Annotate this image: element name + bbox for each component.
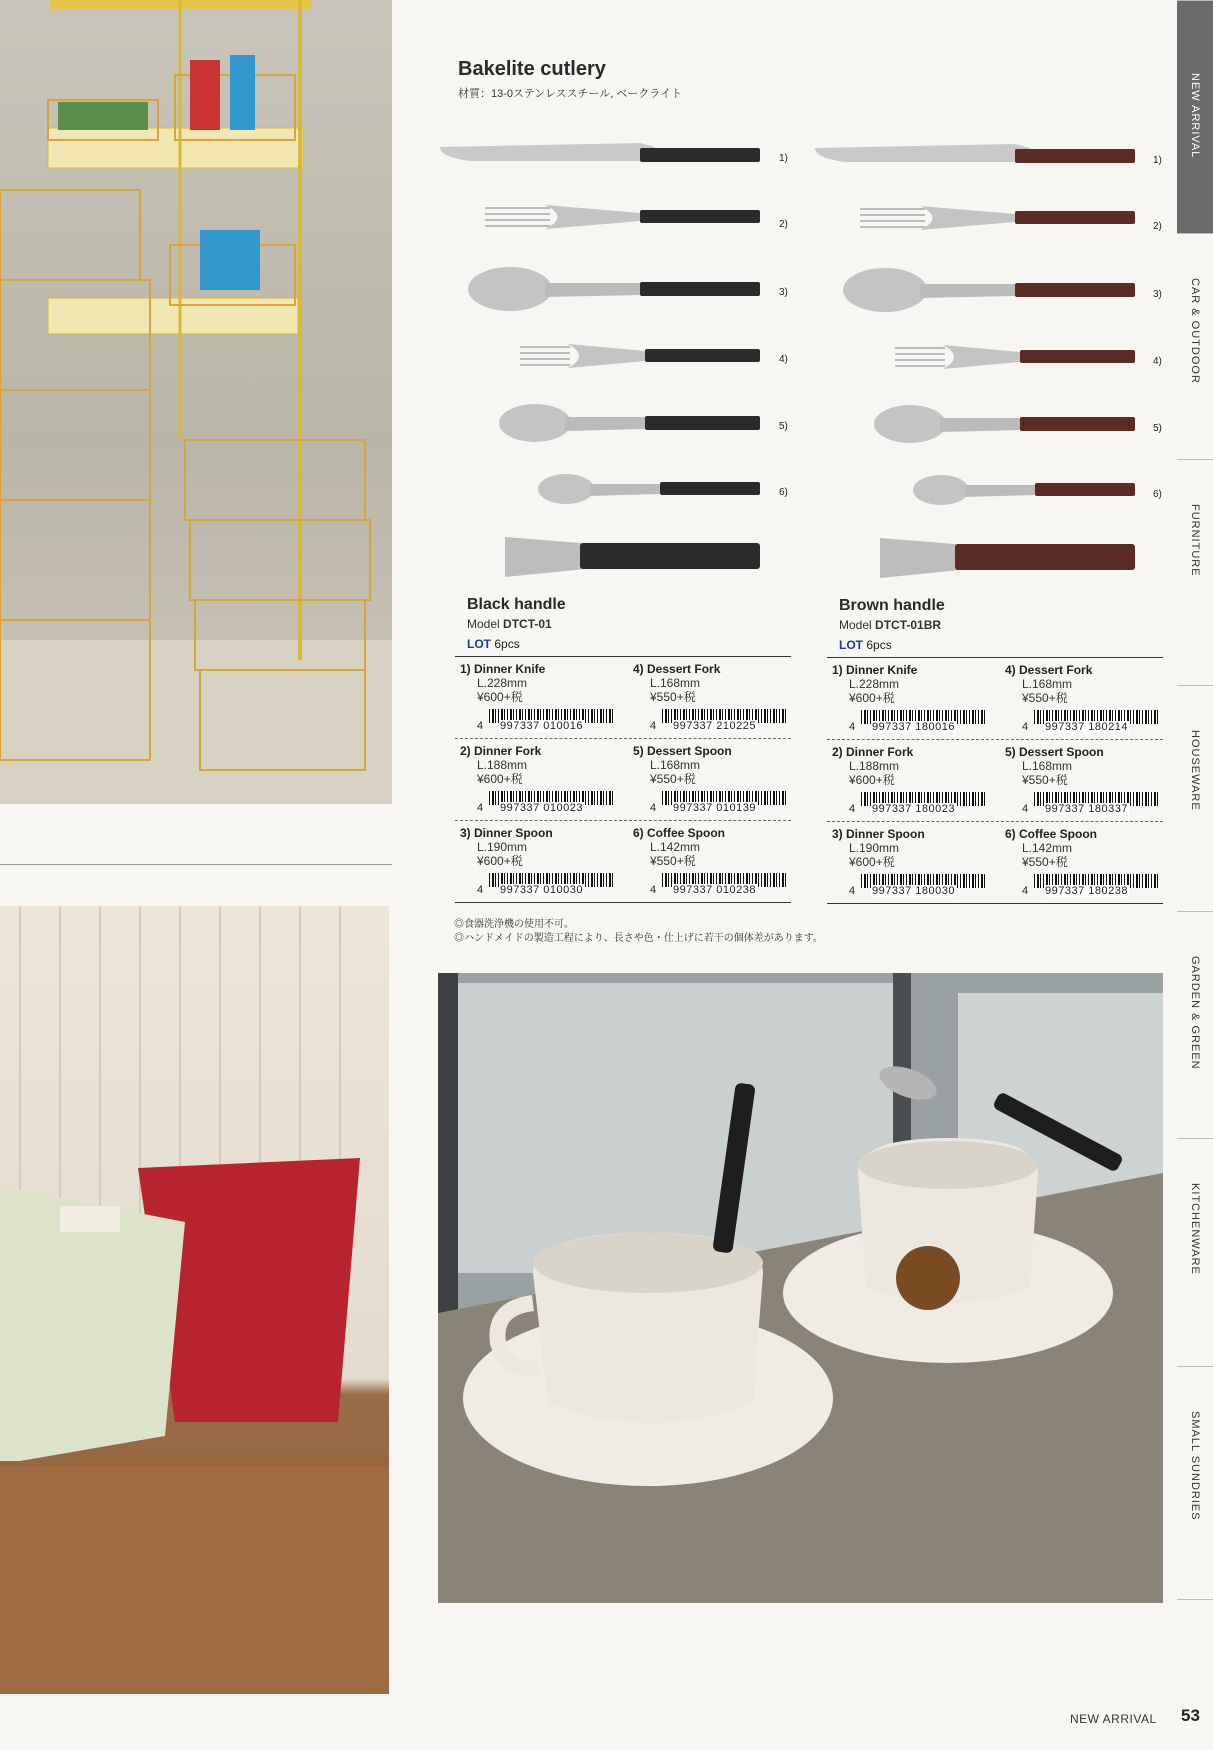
- cutlery-number: 6): [1153, 489, 1162, 500]
- tab-label: HOUSEWARE: [1189, 730, 1201, 811]
- tab-furniture[interactable]: [1177, 459, 1213, 686]
- cutlery-number: 2): [1153, 221, 1162, 232]
- note-line: ◎ハンドメイドの製造工程により、長さや色・仕上げに若干の個体差があります。: [454, 933, 823, 944]
- baskets-illustration: [0, 0, 392, 804]
- product-item: 4) Dessert Fork L.168mm ¥550+税: [633, 662, 721, 704]
- product-item: 2) Dinner Fork L.188mm ¥600+税: [460, 744, 542, 786]
- tab-houseware[interactable]: [1177, 685, 1213, 912]
- tab-label: CAR & OUTDOOR: [1189, 278, 1201, 384]
- table-rule: [455, 902, 791, 903]
- tab-label: FURNITURE: [1189, 504, 1201, 577]
- photo-trash-bins: [0, 906, 389, 1694]
- cutlery-number: 4): [1153, 356, 1162, 367]
- product-item: 3) Dinner Spoon L.190mm ¥600+税: [832, 827, 925, 869]
- barcode: 4 997337 180214: [1022, 710, 1162, 736]
- barcode: 4 997337 010238: [650, 873, 790, 899]
- cutlery-illustration: [430, 125, 1160, 585]
- barcode: 4 997337 180023: [849, 792, 989, 818]
- material-note: 材質：13-0ステンレススチール, ベークライト: [458, 88, 682, 100]
- tab-label: KITCHENWARE: [1189, 1183, 1201, 1275]
- cutlery-number: 4): [779, 354, 788, 365]
- tab-car-outdoor[interactable]: [1177, 233, 1213, 460]
- tab-small-sundries[interactable]: [1177, 1366, 1213, 1600]
- black-cutlery-set: [440, 143, 760, 577]
- table-rule: [827, 657, 1163, 658]
- tab-garden-green[interactable]: [1177, 911, 1213, 1139]
- cutlery-number: 1): [1153, 155, 1162, 166]
- table-divider: [455, 738, 791, 739]
- note-line: ◎食器洗浄機の使用不可。: [454, 919, 574, 930]
- tab-new-arrival[interactable]: [1177, 0, 1213, 234]
- barcode: 4 997337 180238: [1022, 874, 1162, 900]
- product-item: 1) Dinner Knife L.228mm ¥600+税: [460, 662, 546, 704]
- page-number: 53: [1181, 1706, 1200, 1725]
- category-tabs: [1177, 0, 1213, 1598]
- product-item: 5) Dessert Spoon L.168mm ¥550+税: [633, 744, 732, 786]
- product-item: 3) Dinner Spoon L.190mm ¥600+税: [460, 826, 553, 868]
- model-number-brown: Model DTCT-01BR: [839, 618, 942, 632]
- table-rule: [827, 903, 1163, 904]
- notes: [454, 918, 823, 946]
- tab-label: SMALL SUNDRIES: [1189, 1411, 1201, 1521]
- tab-kitchenware[interactable]: [1177, 1138, 1213, 1367]
- table-divider: [827, 739, 1163, 740]
- photo-coffee-cups: [438, 973, 1163, 1603]
- tab-label: GARDEN & GREEN: [1189, 956, 1201, 1070]
- cutlery-number: 2): [779, 219, 788, 230]
- brown-cutlery-set: [815, 144, 1135, 578]
- product-item: 2) Dinner Fork L.188mm ¥600+税: [832, 745, 914, 787]
- barcode: 4 997337 010139: [650, 791, 790, 817]
- variant-title-black: Black handle: [467, 596, 566, 613]
- barcode: 4 997337 010016: [477, 709, 617, 735]
- lot-brown: LOT 6pcs: [839, 638, 892, 652]
- bins-illustration: [0, 906, 389, 1694]
- cutlery-number: 1): [779, 153, 788, 164]
- table-divider: [827, 821, 1163, 822]
- variant-title-brown: Brown handle: [839, 597, 945, 614]
- cups-illustration: [438, 973, 1163, 1603]
- model-number-black: Model DTCT-01: [467, 617, 552, 631]
- photo-yellow-wire-baskets: [0, 0, 392, 804]
- divider-line: [0, 864, 392, 865]
- barcode: 4 997337 010023: [477, 791, 617, 817]
- footer-section-label: NEW ARRIVAL: [1070, 1712, 1157, 1726]
- product-item: 1) Dinner Knife L.228mm ¥600+税: [832, 663, 918, 705]
- table-divider: [455, 820, 791, 821]
- page-title: Bakelite cutlery: [458, 58, 606, 80]
- barcode: 4 997337 180016: [849, 710, 989, 736]
- cutlery-number: 5): [1153, 423, 1162, 434]
- product-item: 4) Dessert Fork L.168mm ¥550+税: [1005, 663, 1093, 705]
- cutlery-number: 3): [779, 287, 788, 298]
- product-item: 6) Coffee Spoon L.142mm ¥550+税: [633, 826, 725, 868]
- product-item: 6) Coffee Spoon L.142mm ¥550+税: [1005, 827, 1097, 869]
- lot-black: LOT 6pcs: [467, 637, 520, 651]
- cutlery-number: 5): [779, 421, 788, 432]
- cutlery-number: 6): [779, 487, 788, 498]
- barcode: 4 997337 210225: [650, 709, 790, 735]
- barcode: 4 997337 180337: [1022, 792, 1162, 818]
- table-rule: [455, 656, 791, 657]
- barcode: 4 997337 010030: [477, 873, 617, 899]
- product-item: 5) Dessert Spoon L.168mm ¥550+税: [1005, 745, 1104, 787]
- cutlery-number: 3): [1153, 289, 1162, 300]
- tab-label: NEW ARRIVAL: [1189, 73, 1201, 159]
- barcode: 4 997337 180030: [849, 874, 989, 900]
